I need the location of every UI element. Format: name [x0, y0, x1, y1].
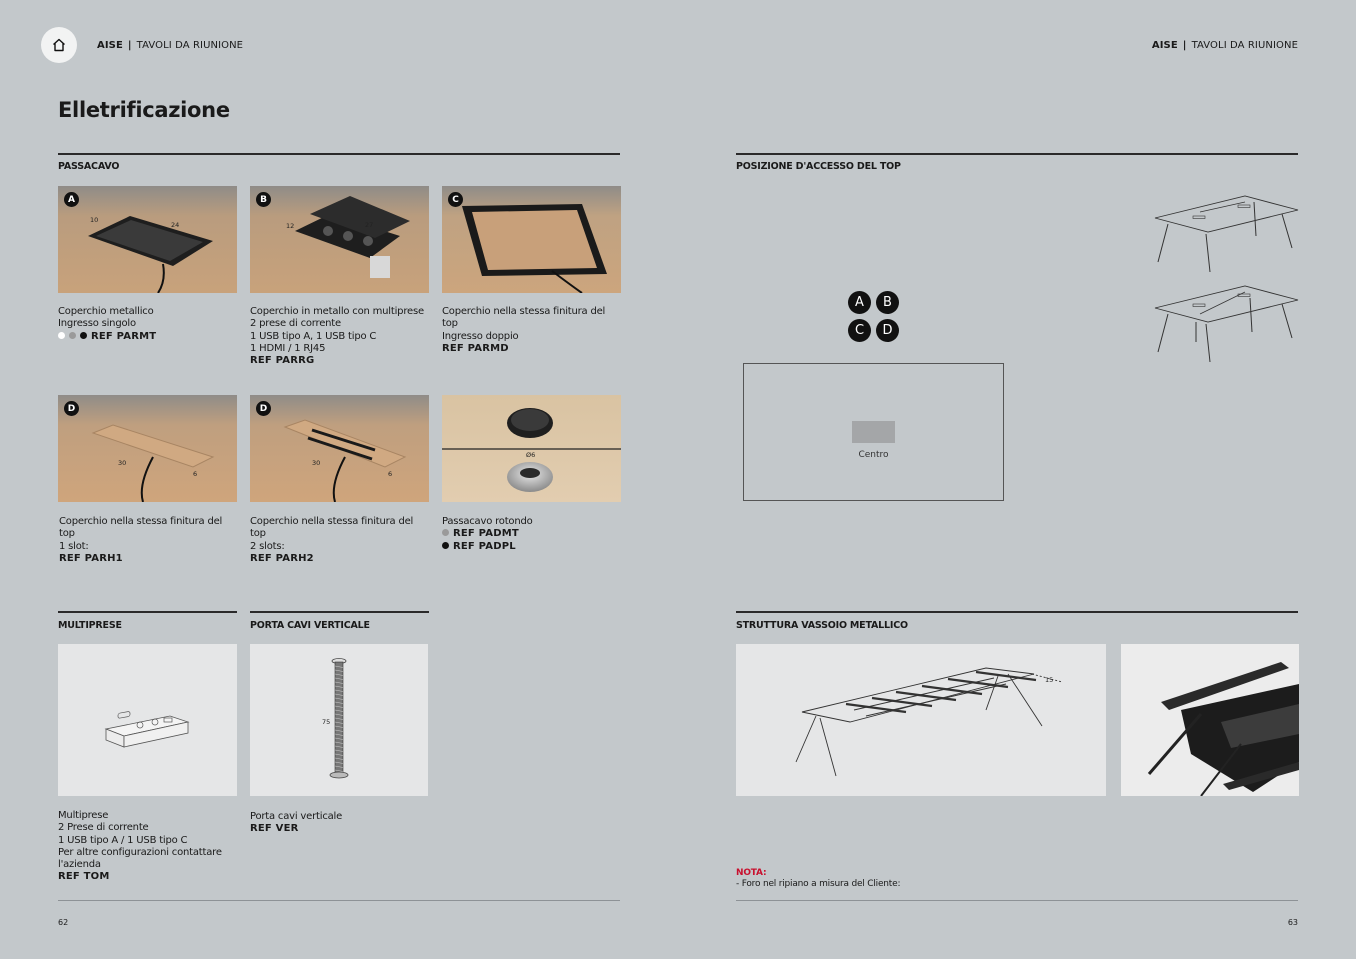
porta-cavi-title: PORTA CAVI VERTICALE: [250, 620, 370, 631]
caption-rotondo: [442, 516, 622, 553]
center-access-marker: [852, 421, 895, 443]
nota-text: - Foro nel ripiano a misura del Cliente:: [736, 879, 901, 889]
section-rule: [58, 611, 237, 613]
caption-line: 1 USB tipo A, 1 USB tipo C: [250, 330, 377, 342]
dim-label: 15: [1045, 676, 1054, 684]
dim-label: 12: [286, 222, 295, 230]
vassoio-drawing: [736, 644, 1106, 796]
posizione-title: POSIZIONE D'ACCESSO DEL TOP: [736, 161, 901, 172]
caption-c: [442, 306, 622, 355]
caption-line: 2 slots:: [250, 540, 285, 552]
header-section: TAVOLI DA RIUNIONE: [136, 40, 244, 51]
caption-line: Ingresso doppio: [442, 330, 519, 342]
finish-white-dot: [58, 332, 65, 339]
caption-line: 1 USB tipo A / 1 USB tipo C: [58, 834, 188, 846]
photo-passacavo-d2: [250, 395, 429, 502]
dim-label: Ø6: [526, 451, 536, 459]
photo-passacavo-c: [442, 186, 621, 293]
home-button[interactable]: [41, 27, 77, 63]
finish-black-dot: [442, 542, 449, 549]
caption-b: [250, 306, 430, 367]
access-letter-b: B: [876, 291, 899, 314]
ref-code: REF VER: [250, 823, 299, 835]
photo-passacavo-d1: [58, 395, 237, 502]
caption-title: Porta cavi verticale: [250, 811, 343, 822]
header-section: TAVOLI DA RIUNIONE: [1191, 40, 1298, 51]
dim-label: 27: [365, 221, 374, 229]
caption-line: 2 prese di corrente: [250, 318, 341, 330]
page-number-right: 63: [1287, 918, 1298, 927]
finish-black-dot: [80, 332, 87, 339]
caption-line: Per altre configurazioni contattare: [58, 846, 222, 858]
badge-d: D: [256, 401, 271, 416]
ref-code: REF PARH1: [59, 552, 123, 564]
footer-rule: [58, 900, 620, 901]
ref-code: REF PARMT: [91, 330, 157, 342]
dim-label: 10: [90, 216, 99, 224]
header-right: AISE | TAVOLI DA RIUNIONE: [1151, 40, 1298, 51]
ref-code: REF TOM: [58, 871, 110, 883]
access-letters: [848, 291, 900, 343]
vassoio-title: STRUTTURA VASSOIO METALLICO: [736, 620, 908, 631]
ref-code: REF PARRG: [250, 355, 315, 367]
section-rule: [58, 153, 620, 155]
caption-line: 1 HDMI / 1 RJ45: [250, 342, 326, 354]
photo-passacavo-rotondo: [442, 395, 621, 502]
nota: [736, 868, 900, 890]
caption-title: Passacavo rotondo: [442, 516, 533, 527]
passacavo-title: PASSACAVO: [58, 161, 120, 172]
caption-line: 1 slot:: [59, 540, 89, 552]
badge-a: A: [64, 192, 79, 207]
nota-label: NOTA:: [736, 868, 767, 878]
ref-code: REF PARH2: [250, 552, 314, 564]
header-brand: AISE: [1151, 40, 1178, 51]
dim-label: 6: [193, 470, 198, 478]
badge-b: B: [256, 192, 271, 207]
badge-d: D: [64, 401, 79, 416]
dim-label: 6: [388, 470, 393, 478]
caption-title: Coperchio nella stessa finitura del top: [442, 306, 606, 330]
caption-title: Coperchio nella stessa finitura del top: [59, 516, 223, 540]
finish-grey-dot: [69, 332, 76, 339]
dim-label: 75: [322, 718, 331, 726]
access-letter-d: D: [876, 319, 899, 342]
section-rule: [736, 611, 1298, 613]
access-letter-a: A: [848, 291, 871, 314]
page-title: Elletrificazione: [58, 98, 230, 122]
caption-title: Multiprese: [58, 810, 109, 821]
ref-code: REF PADMT: [453, 528, 519, 540]
finish-grey-dot: [442, 529, 449, 536]
caption-title: Coperchio in metallo con multiprese: [250, 306, 424, 317]
section-rule: [250, 611, 429, 613]
ref-code: REF PARMD: [442, 342, 509, 354]
caption-d2: [250, 516, 430, 565]
home-icon: [51, 37, 67, 53]
caption-d1: [59, 516, 239, 565]
dim-label: 30: [118, 459, 127, 467]
multiprese-image: [58, 644, 237, 796]
caption-a: [58, 306, 238, 343]
header-brand: AISE: [97, 40, 123, 51]
dim-label: 30: [312, 459, 321, 467]
caption-line: 2 Prese di corrente: [58, 822, 149, 834]
caption-porta-cavi: [250, 811, 430, 836]
center-label: Centro: [858, 450, 889, 460]
dim-label: 24: [171, 221, 180, 229]
porta-cavi-image: [250, 644, 428, 796]
footer-rule: [736, 900, 1298, 901]
section-rule: [736, 153, 1298, 155]
table-sketch-1: [1150, 192, 1300, 276]
caption-line: Ingresso singolo: [58, 318, 136, 330]
top-plan-diagram: [743, 363, 1004, 501]
badge-c: C: [448, 192, 463, 207]
table-sketch-2: [1150, 282, 1300, 366]
access-letter-c: C: [848, 319, 871, 342]
ref-code: REF PADPL: [453, 540, 516, 552]
header-left: AISE | TAVOLI DA RIUNIONE: [97, 40, 244, 51]
caption-title: Coperchio nella stessa finitura del top: [250, 516, 414, 540]
caption-multiprese: [58, 810, 238, 884]
page-number-left: 62: [58, 918, 69, 927]
vassoio-photo: [1121, 644, 1299, 796]
photo-passacavo-a: [58, 186, 237, 293]
multiprese-title: MULTIPRESE: [58, 620, 122, 631]
caption-title: Coperchio metallico: [58, 306, 154, 317]
photo-passacavo-b: [250, 186, 429, 293]
caption-line: l'azienda: [58, 859, 101, 871]
